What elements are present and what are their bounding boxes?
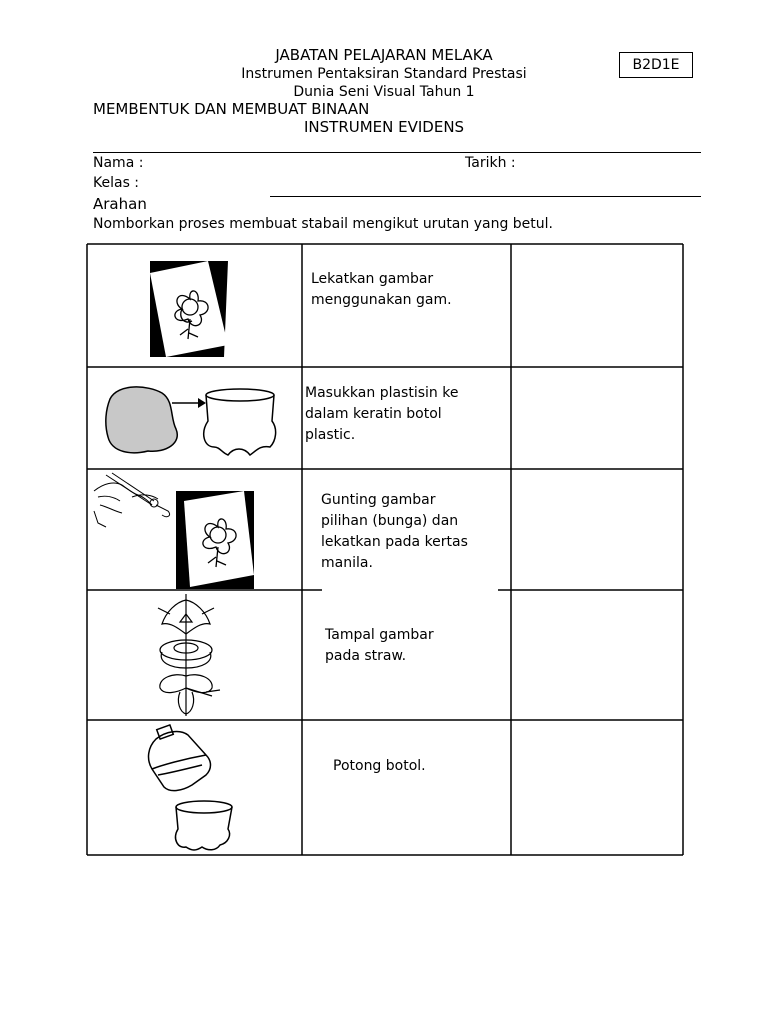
department-title: JABATAN PELAJARAN MELAKA — [275, 46, 493, 64]
evidence-title: INSTRUMEN EVIDENS — [304, 118, 465, 136]
step-2-line-2: dalam keratin botol — [305, 406, 442, 422]
class-label: Kelas : — [93, 175, 140, 191]
topic-title: MEMBENTUK DAN MEMBUAT BINAAN — [93, 100, 370, 118]
instructions-text: Nomborkan proses membuat stabail mengikut urutan yang betul. — [93, 216, 553, 232]
answer-box-4[interactable] — [512, 591, 682, 719]
date-label: Tarikh : — [465, 155, 516, 171]
step-text-4 — [325, 625, 434, 667]
step-3-line-4: manila. — [321, 555, 373, 571]
step-1-line-1: Lekatkan gambar — [311, 271, 434, 287]
subject-title: Dunia Seni Visual Tahun 1 — [293, 84, 475, 100]
step-1-line-2: menggunakan gam. — [311, 292, 452, 308]
step-2-line-3: plastic. — [305, 427, 356, 443]
step-text-1 — [311, 269, 452, 311]
step-3-line-3: lekatkan pada kertas — [321, 534, 468, 550]
answer-box-3[interactable] — [512, 470, 682, 589]
answer-box-1[interactable] — [512, 245, 682, 366]
answer-box-2[interactable] — [512, 368, 682, 468]
step-5-line-1: Potong botol. — [333, 758, 426, 774]
name-label: Nama : — [93, 155, 144, 171]
step-text-3 — [321, 490, 468, 574]
flower-card-icon — [148, 259, 228, 359]
step-3-line-2: pilihan (bunga) dan — [321, 513, 459, 529]
cut-bottle-icon — [144, 725, 244, 853]
instrument-title: Instrumen Pentaksiran Standard Prestasi — [241, 66, 527, 82]
step-2-line-1: Masukkan plastisin ke — [305, 385, 459, 401]
flowers-on-straw-icon — [150, 592, 230, 718]
step-4-line-2: pada straw. — [325, 648, 407, 664]
step-3-line-1: Gunting gambar — [321, 492, 436, 508]
step-text-5 — [333, 756, 426, 777]
answer-box-5[interactable] — [512, 721, 682, 854]
form-code: B2D1E — [619, 52, 693, 78]
instructions-heading: Arahan — [93, 195, 147, 213]
cutting-picture-icon — [92, 471, 262, 589]
step-4-line-1: Tampal gambar — [325, 627, 434, 643]
step-text-2 — [305, 383, 458, 446]
plasticine-into-bottle-icon — [104, 381, 284, 461]
